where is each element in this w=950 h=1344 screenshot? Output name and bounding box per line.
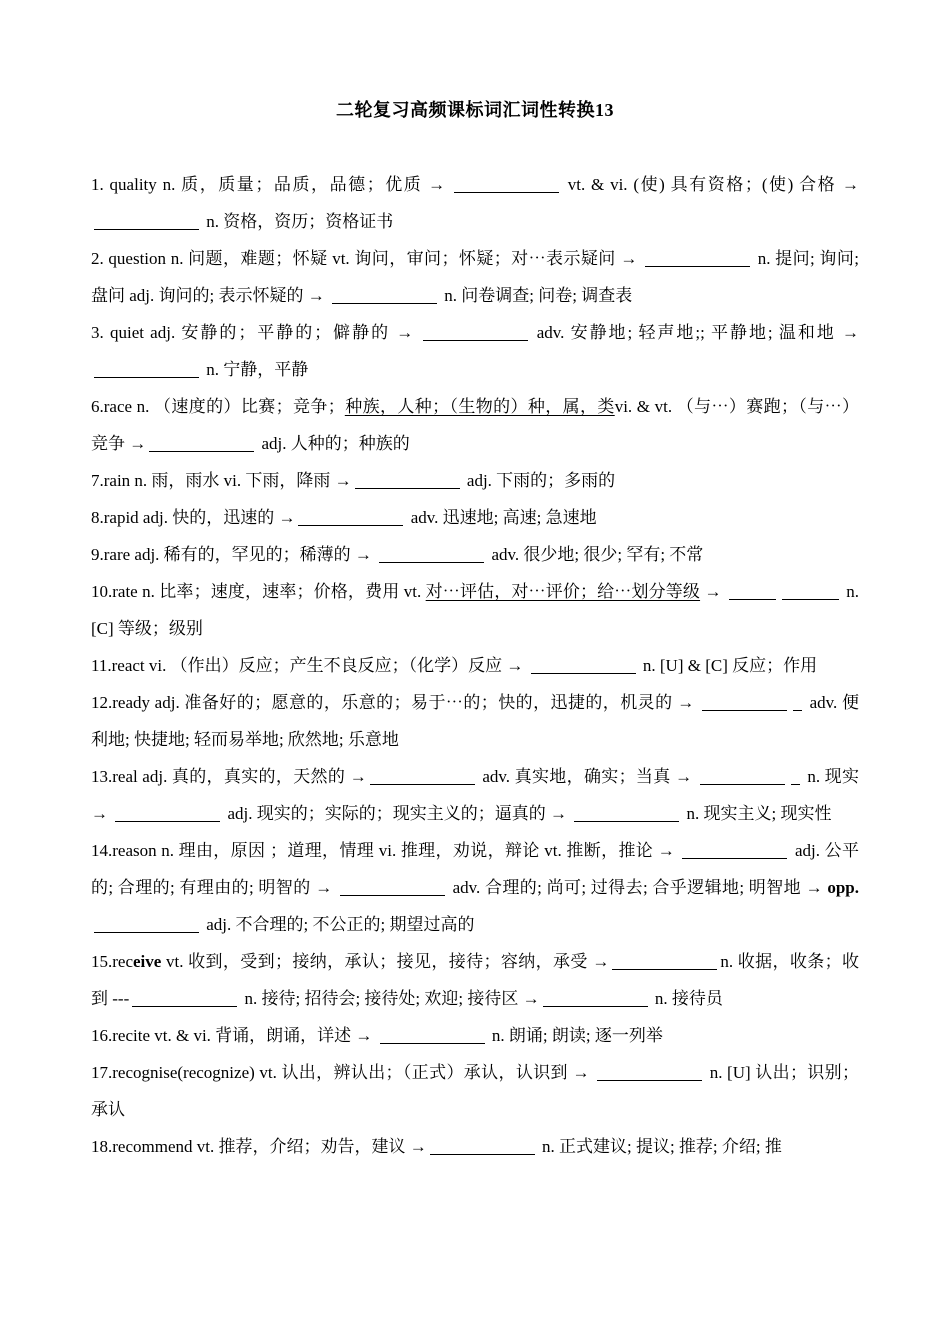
answer-blank[interactable] bbox=[370, 766, 475, 785]
answer-blank[interactable] bbox=[700, 766, 785, 785]
answer-blank[interactable] bbox=[340, 877, 445, 896]
answer-blank[interactable] bbox=[115, 803, 220, 822]
answer-blank[interactable] bbox=[454, 174, 559, 193]
page-title: 二轮复习高频课标词汇词性转换13 bbox=[336, 100, 614, 120]
answer-blank[interactable] bbox=[94, 359, 199, 378]
list-item: 13.real adj. 真的，真实的，天然的 → adv. 真实地，确实；当真 → n. 现实 → adj. 现实的；实际的；现实主义的；逼真的 → n. 现实主义; 现实性 bbox=[91, 767, 860, 823]
list-item: 3. quiet adj. 安静的；平静的；僻静的 → adv. 安静地; 轻声地;; 平静地; 温和地 → n. 宁静，平静 bbox=[91, 323, 859, 379]
vocab-list bbox=[91, 166, 859, 1165]
answer-blank[interactable] bbox=[782, 581, 839, 600]
list-item: 15.receive vt. 收到，受到；接纳，承认；接见，接待；容纳，承受 → n. 收据，收条；收到 --- n. 接待; 招待会; 接待处; 欢迎; 接待区 → n. 接待员 bbox=[91, 952, 859, 1008]
list-item: 7.rain n. 雨，雨水 vi. 下雨，降雨 → adj. 下雨的；多雨的 bbox=[91, 471, 616, 490]
list-item: 17.recognise(recognize) vt. 认出，辨认出；（正式）承认，认识到 → n. [U] 认出；识别；承认 bbox=[91, 1063, 859, 1119]
answer-blank[interactable] bbox=[430, 1136, 535, 1155]
list-item: 1. quality n. 质，质量；品质，品德；优质 → vt. & vi. (使) 具有资格；(使) 合格 → n. 资格，资历；资格证书 bbox=[91, 175, 859, 231]
answer-blank[interactable] bbox=[380, 1025, 485, 1044]
answer-blank[interactable] bbox=[531, 655, 636, 674]
list-item: 11.react vi. （作出）反应；产生不良反应；（化学）反应 → n. [U] & [C] 反应；作用 bbox=[91, 656, 818, 675]
answer-blank[interactable] bbox=[612, 951, 717, 970]
list-item: 18.recommend vt. 推荐，介绍；劝告，建议 → n. 正式建议; 提议; 推荐; 介绍; 推 bbox=[91, 1137, 782, 1156]
answer-blank[interactable] bbox=[791, 766, 800, 785]
answer-blank[interactable] bbox=[355, 470, 460, 489]
answer-blank[interactable] bbox=[149, 433, 254, 452]
answer-blank[interactable] bbox=[132, 988, 237, 1007]
list-item: 16.recite vt. & vi. 背诵，朗诵，详述 → n. 朗诵; 朗读; 逐一列举 bbox=[91, 1026, 663, 1045]
answer-blank[interactable] bbox=[729, 581, 776, 600]
answer-blank[interactable] bbox=[94, 211, 199, 230]
answer-blank[interactable] bbox=[94, 914, 199, 933]
list-item: 6.race n. （速度的）比赛；竞争；种族，人种；（生物的）种，属，类vi. & vt. （与⋯）赛跑；（与⋯）竞争 → adj. 人种的；种族的 bbox=[91, 397, 860, 453]
answer-blank[interactable] bbox=[543, 988, 648, 1007]
answer-blank[interactable] bbox=[379, 544, 484, 563]
list-item: 9.rare adj. 稀有的，罕见的；稀薄的 → adv. 很少地; 很少; 罕有; 不常 bbox=[91, 545, 704, 564]
answer-blank[interactable] bbox=[298, 507, 403, 526]
list-item: 10.rate n. 比率；速度，速率；价格，费用 vt. 对⋯评估，对⋯评价；给⋯划分等级 → n. [C] 等级；级别 bbox=[91, 582, 860, 638]
answer-blank[interactable] bbox=[423, 322, 528, 341]
answer-blank[interactable] bbox=[574, 803, 679, 822]
list-item: 8.rapid adj. 快的，迅速的 → adv. 迅速地; 高速; 急速地 bbox=[91, 508, 597, 527]
answer-blank[interactable] bbox=[793, 692, 802, 711]
answer-blank[interactable] bbox=[682, 840, 787, 859]
answer-blank[interactable] bbox=[332, 285, 437, 304]
answer-blank[interactable] bbox=[702, 692, 787, 711]
list-item: 2. question n. 问题，难题；怀疑 vt. 询问，审问；怀疑；对⋯表示疑问 → n. 提问; 询问; 盘问 adj. 询问的; 表示怀疑的 → n. 问卷调查; 问卷; 调查表 bbox=[91, 249, 859, 305]
answer-blank[interactable] bbox=[645, 248, 750, 267]
list-item: 12.ready adj. 准备好的；愿意的，乐意的；易于⋯的；快的，迅捷的，机灵的 → adv. 便利地; 快捷地; 轻而易举地; 欣然地; 乐意地 bbox=[91, 693, 859, 749]
list-item: 14.reason n. 理由，原因 ；道理，情理 vi. 推理，劝说，辩论 vt. 推断，推论 → adj. 公平的; 合理的; 有理由的; 明智的 → adv. 合理的; 尚可; 过得去; 合乎逻辑地; 明智地 → opp. adj. 不合理的; 不公正的; 期望过高的 bbox=[91, 841, 859, 934]
answer-blank[interactable] bbox=[597, 1062, 702, 1081]
